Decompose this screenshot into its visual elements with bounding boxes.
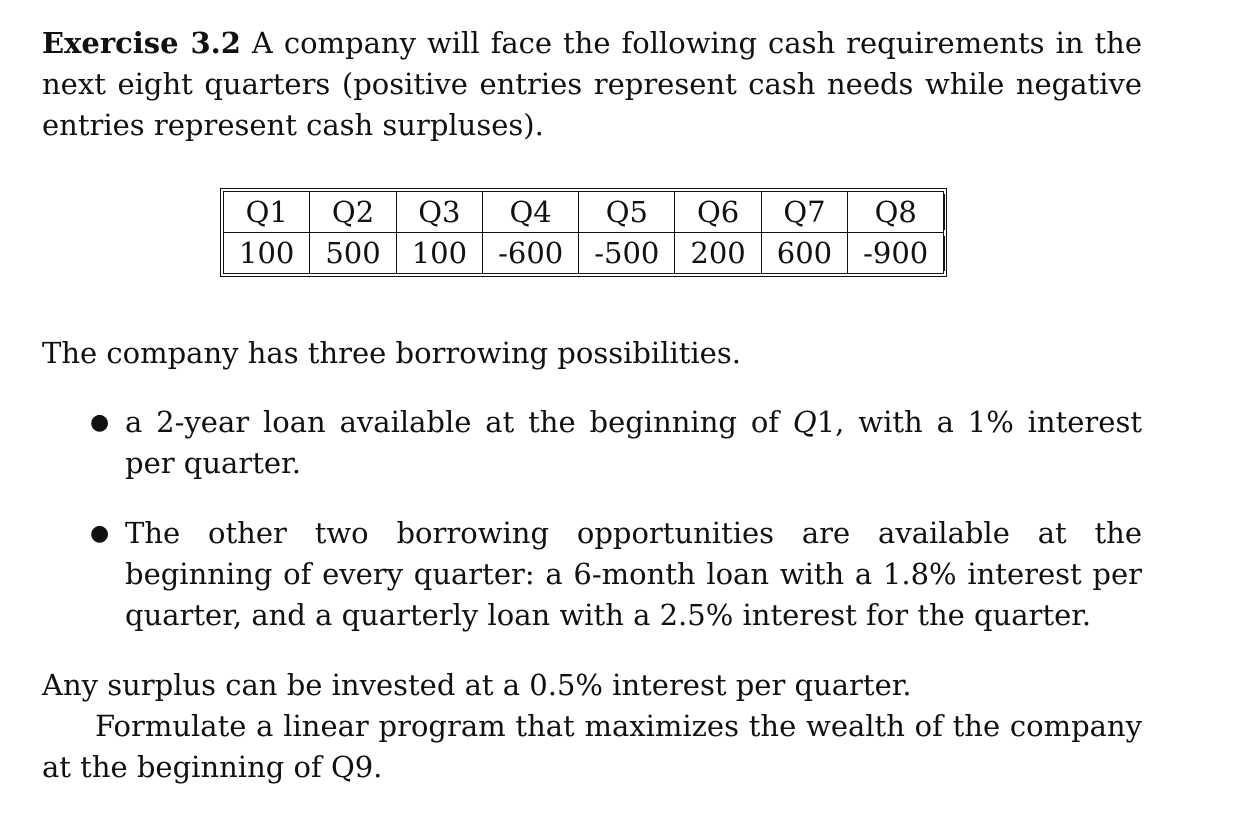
table-cell: -900 xyxy=(848,233,944,274)
table-header-cell: Q8 xyxy=(848,191,944,233)
table-cell: -500 xyxy=(579,233,675,274)
exercise-page xyxy=(42,23,1142,788)
table-header-cell: Q3 xyxy=(397,191,483,233)
borrowing-intro: The company has three borrowing possibilities. xyxy=(42,336,741,370)
bullet-text-before: a 2-year loan available at the beginning of xyxy=(125,405,793,439)
surplus-paragraph: Any surplus can be invested at a 0.5% interest per quarter. xyxy=(42,668,912,702)
table-header-cell: Q5 xyxy=(579,191,675,233)
borrowing-options-list xyxy=(42,402,1142,636)
table-cell: 100 xyxy=(397,233,483,274)
table-row xyxy=(223,233,944,274)
bullet-icon: ● xyxy=(90,410,110,435)
exercise-intro-paragraph xyxy=(42,23,1142,146)
list-item xyxy=(90,402,1142,484)
exercise-intro-text: A company will face the following cash requirements in the next eight quarters (positive entries represent cash needs while negative entries represent cash surpluses). xyxy=(42,26,1143,142)
math-variable: Q xyxy=(792,405,817,439)
cash-requirements-table xyxy=(220,188,947,277)
table-header-cell: Q1 xyxy=(223,191,310,233)
formulate-paragraph: Formulate a linear program that maximizes the wealth of the company at the beginning of Q9. xyxy=(42,709,1142,784)
spacer xyxy=(42,277,1142,333)
bullet-icon: ● xyxy=(90,521,110,546)
bullet-text-after: , with a 1% interest per quarter. xyxy=(125,405,1142,480)
table-header-cell: Q4 xyxy=(483,191,579,233)
exercise-label: Exercise 3.2 xyxy=(42,26,241,60)
math-subscript-text: 1 xyxy=(816,405,836,439)
bullet-text: The other two borrowing opportunities are available at the beginning of every quarter: a 6-month loan with a 1.8% interest per quarter, and a quarterly loan with a 2.5% interest for the quarter. xyxy=(125,516,1142,632)
table-header-cell: Q7 xyxy=(762,191,848,233)
table-cell: 500 xyxy=(310,233,396,274)
list-item xyxy=(90,513,1142,636)
table-cell: -600 xyxy=(483,233,579,274)
table-header-cell: Q2 xyxy=(310,191,396,233)
table-cell: 200 xyxy=(675,233,761,274)
table-cell: 600 xyxy=(762,233,848,274)
table-header-cell: Q6 xyxy=(675,191,761,233)
table-header-row xyxy=(223,191,944,233)
table-cell: 100 xyxy=(223,233,310,274)
cash-requirements-table-wrap xyxy=(220,188,1142,277)
